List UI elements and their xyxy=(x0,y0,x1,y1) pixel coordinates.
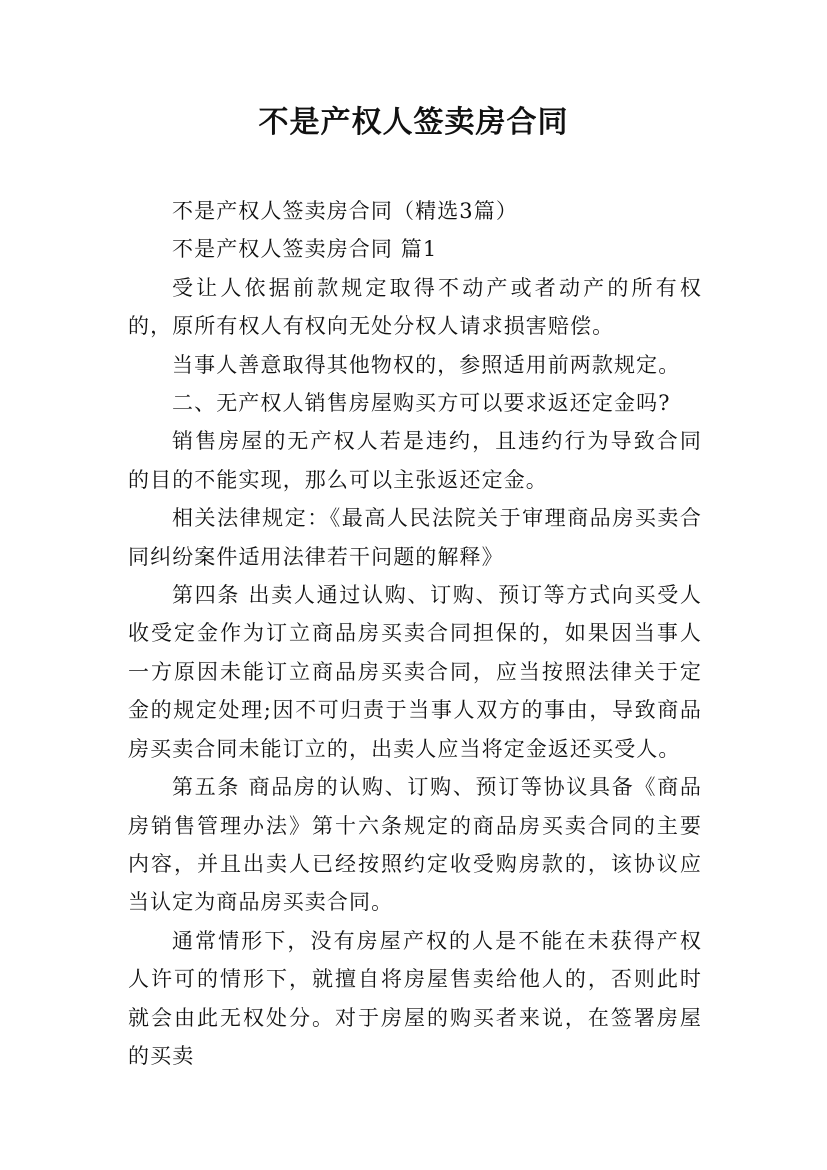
document-title: 不是产权人签卖房合同 xyxy=(258,105,569,140)
paragraph-legal-reference: 相关法律规定：《最高人民法院关于审理商品房买卖合同纠纷案件适用法律若干问题的解释》 xyxy=(128,506,702,569)
paragraph-article-4: 第四条 出卖人通过认购、订购、预订等方式向买受人收受定金作为订立商品房买卖合同担保的，如果因当事人一方原因未能订立商品房买卖合同，应当按照法律关于定金的规定处理;因不可归责于当事人双方的事由，导致商品房买卖合同未能订立的，出卖人应当将定金返还买受人。 xyxy=(128,583,702,761)
document-body xyxy=(128,192,702,1075)
paragraph: 受让人依据前款规定取得不动产或者动产的所有权的，原所有权人有权向无处分权人请求损害赔偿。 xyxy=(128,275,702,339)
paragraph: 通常情形下，没有房屋产权的人是不能在未获得产权人许可的情形下，就擅自将房屋售卖给他人的，否则此时就会由此无权处分。对于房屋的购买者来说，在签署房屋的买卖 xyxy=(128,928,702,1068)
paragraph-section-heading: 不是产权人签卖房合同 篇1 xyxy=(172,237,438,262)
paragraph-article-5: 第五条 商品房的认购、订购、预订等协议具备《商品房销售管理办法》第十六条规定的商品房买卖合同的主要内容，并且出卖人已经按照约定收受购房款的，该协议应当认定为商品房买卖合同。 xyxy=(128,775,702,915)
paragraph: 当事人善意取得其他物权的，参照适用前两款规定。 xyxy=(172,352,681,377)
paragraph: 销售房屋的无产权人若是违约，且违约行为导致合同的目的不能实现，那么可以主张返还定金。 xyxy=(128,429,702,492)
paragraph-subtitle: 不是产权人签卖房合同（精选3篇） xyxy=(172,199,518,223)
paragraph-question-heading: 二、无产权人销售房屋购买方可以要求返还定金吗? xyxy=(172,391,671,416)
